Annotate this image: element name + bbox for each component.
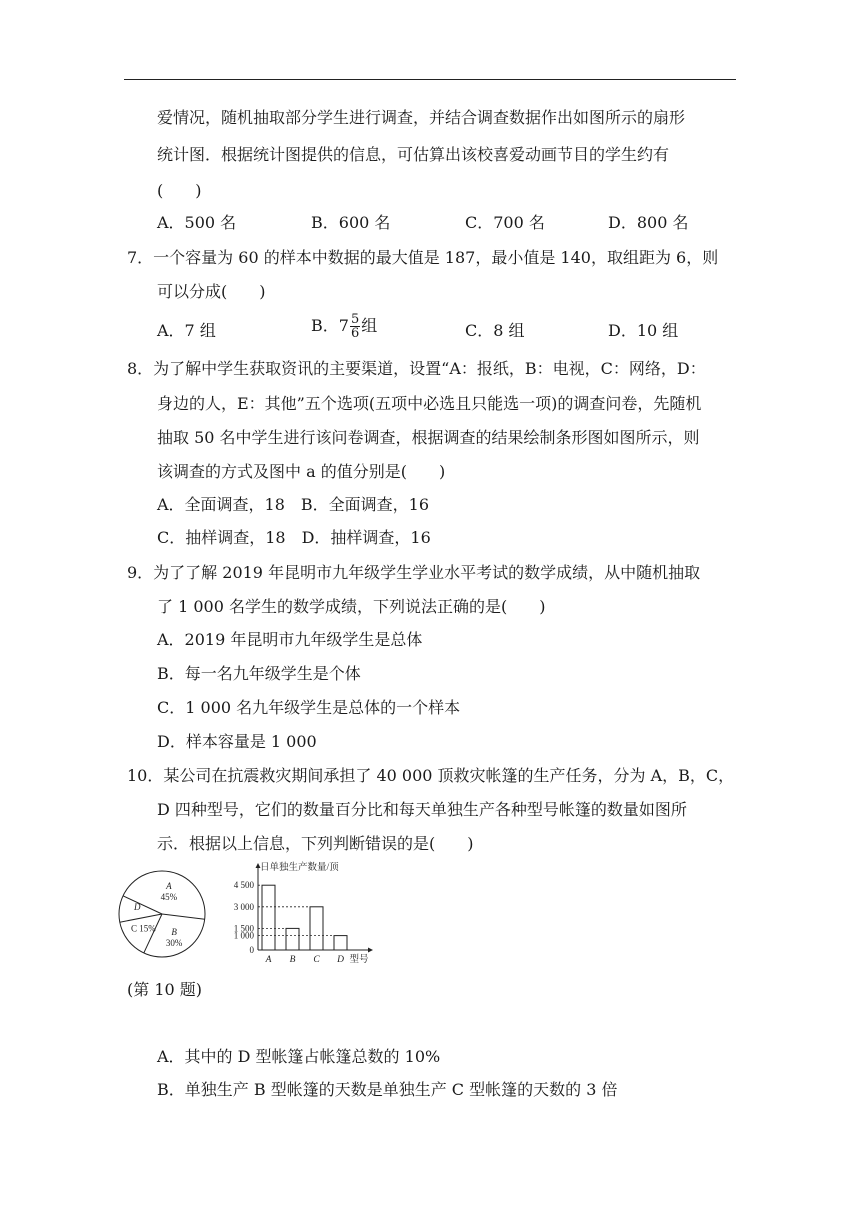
q9-line1: 9．为了了解 2019 年昆明市九年级学生学业水平考试的数学成绩，从中随机抽取 [127, 563, 701, 582]
q8-line2: 身边的人，E：其他”五个选项(五项中必选且只能选一项)的调查问卷，先随机 [157, 394, 702, 413]
pie-chart [119, 871, 205, 957]
bar-category-label: B [289, 955, 296, 965]
bar-d [334, 936, 347, 950]
q7-option-b-prefix: B．7 [311, 316, 349, 335]
pie-divider [120, 914, 162, 922]
bar-category-label: C [313, 955, 320, 965]
q10-line3: 示．根据以上信息，下列判断错误的是( ) [157, 834, 474, 853]
pie-label-d: D [133, 901, 141, 912]
figure-q10-svg [118, 858, 380, 968]
bar-y-tick-label: 0 [249, 945, 254, 955]
q6-line1: 爱情况，随机抽取部分学生进行调查，并结合调查数据作出如图所示的扇形 [157, 108, 686, 127]
fraction-numerator: 5 [350, 312, 360, 327]
q9-option-a: A．2019 年昆明市九年级学生是总体 [157, 630, 423, 649]
x-axis-arrow-icon [368, 948, 373, 953]
q7-option-d: D．10 组 [608, 321, 679, 340]
q7-option-b-suffix: 组 [361, 316, 378, 335]
q8-line4: 该调查的方式及图中 a 的值分别是( ) [157, 462, 446, 481]
q9-line2: 了 1 000 名学生的数学成绩，下列说法正确的是( ) [157, 597, 546, 616]
figure-caption: (第 10 题) [127, 980, 203, 999]
q7-option-b [311, 313, 377, 340]
q7-option-c: C．8 组 [465, 321, 525, 340]
fraction-denominator: 6 [350, 326, 360, 341]
pie-divider [162, 914, 205, 919]
figure-q10 [118, 858, 380, 968]
bar-y-tick-label: 1 000 [233, 930, 254, 941]
header-rule [124, 79, 736, 80]
bar-y-axis-label: 日单独生产数量/顶 [260, 863, 339, 873]
q6-option-d: D．800 名 [608, 213, 689, 232]
q6-line2: 统计图．根据统计图提供的信息，可估算出该校喜爱动画节目的学生约有 [157, 145, 670, 164]
q7-option-a: A．7 组 [157, 321, 216, 340]
pie-label-a: A [166, 881, 172, 892]
q6-option-c: C．700 名 [465, 213, 545, 232]
mixed-fraction [350, 313, 360, 340]
q9-option-d: D．样本容量是 1 000 [157, 732, 317, 751]
pie-slice-label-c [131, 924, 156, 934]
pie-label-b: B [171, 926, 177, 937]
bar-chart [234, 861, 373, 965]
q9-option-b: B．每一名九年级学生是个体 [157, 664, 361, 683]
pie-slice-label-b [166, 927, 183, 948]
bar-x-axis-label: 型号 [349, 955, 369, 965]
q6-option-b: B．600 名 [311, 213, 391, 232]
pie-percent-a: 45% [160, 892, 178, 903]
bar-y-tick-label: 1 500 [233, 923, 254, 934]
q7-line2: 可以分成( ) [157, 282, 266, 301]
q6-option-a: A．500 名 [157, 213, 237, 232]
bar-category-label: D [337, 955, 344, 965]
bar-category-label: A [265, 955, 272, 965]
bar-y-tick-label: 4 500 [233, 880, 254, 891]
bar-c [310, 907, 323, 950]
q7-line1: 7．一个容量为 60 的样本中数据的最大值是 187，最小值是 140，取组距为 6，则 [127, 248, 719, 267]
q8-line1: 8．为了解中学生获取资讯的主要渠道，设置“A：报纸，B：电视，C：网络，D： [127, 359, 706, 378]
bar-a [262, 885, 275, 950]
bar-b [286, 928, 299, 950]
q8-options-cd: C．抽样调查，18 D．抽样调查，16 [157, 528, 431, 547]
q10-line1: 10．某公司在抗震救灾期间承担了 40 000 顶救灾帐篷的生产任务，分为 A，B，C， [127, 766, 735, 785]
pie-percent-b: 30% [165, 937, 183, 948]
q9-option-c: C．1 000 名九年级学生是总体的一个样本 [157, 698, 461, 717]
pie-slice-label-a [161, 881, 178, 902]
pie-slice-label-d [133, 902, 141, 912]
q8-line3: 抽取 50 名中学生进行该问卷调查，根据调查的结果绘制条形图如图所示，则 [157, 428, 700, 447]
q10-line2: D 四种型号，它们的数量百分比和每天单独生产各种型号帐篷的数量如图所 [157, 800, 687, 819]
q10-option-a: A．其中的 D 型帐篷占帐篷总数的 10% [157, 1047, 441, 1066]
q6-line3: ( ) [157, 181, 202, 200]
q10-option-b: B．单独生产 B 型帐篷的天数是单独生产 C 型帐篷的天数的 3 倍 [157, 1080, 618, 1099]
pie-label-c: C 15% [130, 923, 156, 934]
pie-divider [123, 896, 162, 914]
q8-options-ab: A．全面调查，18 B．全面调查，16 [157, 495, 430, 514]
bar-y-tick-label: 3 000 [233, 901, 254, 912]
